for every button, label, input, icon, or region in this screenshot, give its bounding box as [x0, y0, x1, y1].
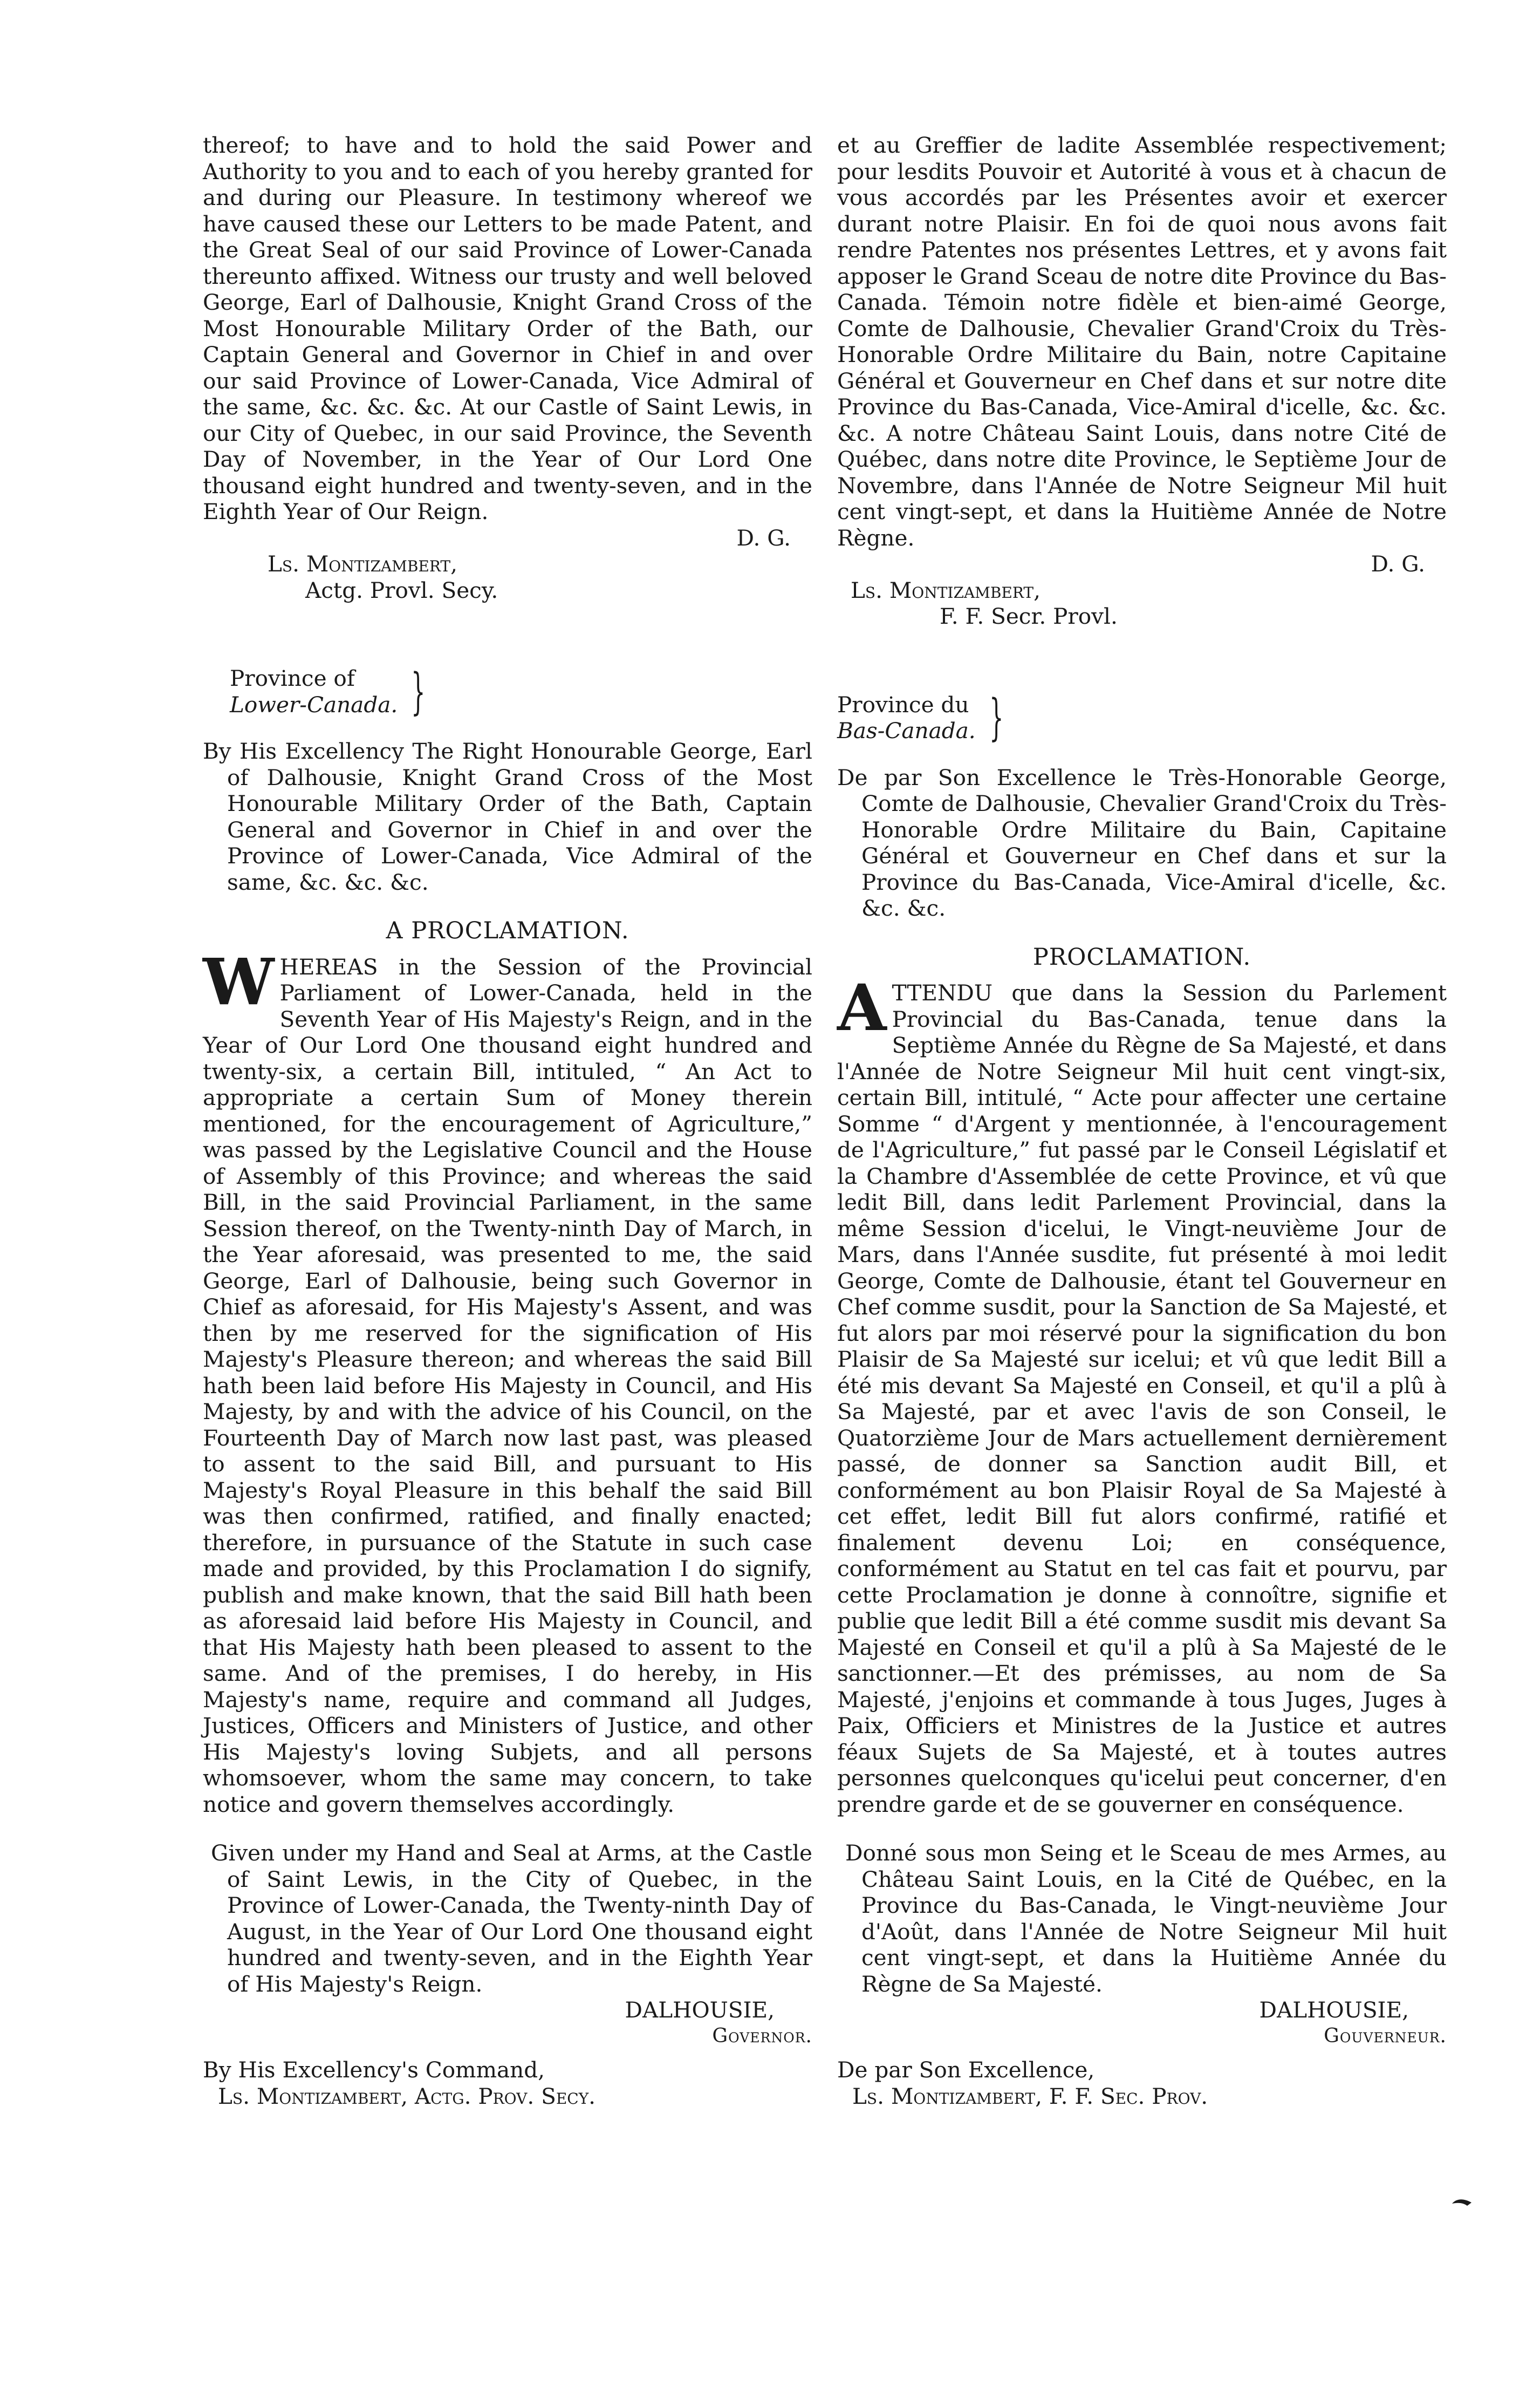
english-proclamation-body [203, 944, 812, 1818]
english-body-text: HEREAS in the Session of the Provincial Parliament of Lower-Canada, held in the Seventh Year of His Majesty's Reign, and in the Year of Our Lord One thousand eight hundred and twenty-six, a certain Bill, intituled, “ An Act to appropriate a certain Sum of Money therein mentioned, for the encouragement of Agriculture,” was passed by the Legislative Council and the House of Assembly of this Province; and whereas the said Bill, in the said Provincial Parliament, in the same Session thereof, on the Twenty-ninth Day of March, in the Year aforesaid, was presented to me, the said George, Earl of Dalhousie, being such Governor in Chief as aforesaid, for His Majesty's Assent, and was then by me reserved for the signification of His Majesty's Pleasure thereon; and whereas the said Bill hath been laid before His Majesty in Council, and His Majesty, by and with the advice of his Council, on the Fourteenth Day of March now last past, was pleased to assent to the said Bill, and pursuant to His Majesty's Royal Pleasure in this behalf the said Bill was then confirmed, ratified, and finally enacted; therefore, in pursuance of the Statute in such case made and provided, by this Proclamation I do signify, publish and make known, that the said Bill hath been as aforesaid laid before His Majesty in Council, and that His Majesty hath been pleased to assent to the same. And of the premises, I do hereby, in His Majesty's name, require and command all Judges, Justices, Officers and Ministers of Justice, and other His Majesty's loving Subjets, and all persons whomsoever, whom the same may concern, to take notice and govern themselves accordingly. [203, 953, 812, 1817]
french-by-command-signature: Ls. Montizambert, F. F. Sec. Prov. [852, 2083, 1208, 2109]
french-donne-sous: Donné sous mon Seing et le Sceau de mes Armes, au Château Saint Louis, en la Cité de Québec, en la Province du Bas-Canada, le Vingt-neuvième Jour d'Août, dans l'Année de Notre Seigneur Mil huit cent vingt-sept, et dans la Huitième Année du Règne de Sa Majesté. [845, 1840, 1447, 1997]
english-column [203, 132, 812, 2109]
french-body-text: TTENDU que dans la Session du Parlement Provincial du Bas-Canada, tenue dans la Septième Année du Règne de Sa Majesté, et dans l'Année de Notre Seigneur Mil huit cent vingt-six, certain Bill, intitulé, “ Acte pour affecter une certaine Somme “ d'Argent y mentionnée, à l'encouragement de l'Agriculture,” fut passé par le Conseil Législatif et la Chambre d'Assemblée de cette Province, et vû que ledit Bill, dans ledit Parlement Provincial, dans la même Session d'icelui, le Vingt-neuvième Jour de Mars, dans l'Année susdite, fut présenté à moi ledit George, Comte de Dalhousie, étant tel Gouverneur en Chef comme susdit, pour la Sanction de Sa Majesté, et fut alors par moi réservé pour la signification du bon Plaisir de Sa Majesté sur icelui; et vû que ledit Bill a été mis devant Sa Majesté en Conseil, et qu'il a plû à Sa Majesté, par et avec l'avis de son Conseil, le Quatorzième Jour de Mars actuellement dernièrement passé, de donner sa Sanction audit Bill, et conformément au bon Plaisir Royal de Sa Majesté à cet effet, ledit Bill fut alors confirmé, ratifié et finalement devenu Loi; en conséquence, conformément au Statut en tel cas fait et pourvu, par cette Proclamation je donne à connoître, signifie et publie que ledit Bill a été comme susdit mis devant Sa Majesté en Conseil et qu'il a plû à Sa Majesté de le sanctionner.—Et des prémisses, au nom de Sa Majesté, j'enjoins et commande à tous Juges, Juges à Paix, Officiers et Ministres de la Justice et autres féaux Sujets de Sa Majesté, et à toutes autres personnes quelconques qu'icelui peut concerner, d'en prendre garde et de se gouverner en conséquence. [837, 980, 1447, 1817]
french-patent-closing [837, 132, 1447, 630]
french-office: Gouverneur. [1324, 2024, 1447, 2047]
french-signer: DALHOUSIE, [1259, 1997, 1409, 2023]
french-brace-icon: } [989, 688, 1004, 746]
english-by-command: By His Excellency's Command, [203, 2057, 545, 2083]
english-drop-cap: W [203, 944, 275, 1019]
french-de-par-son-excellence: De par Son Excellence le Très-Honorable George, Comte de Dalhousie, Chevalier Grand'Croix du Très-Honorable Ordre Militaire du Bain, Capitaine Général et Gouverneur en Chef dans et sur la Province du Bas-Canada, Vice-Amiral d'icelle, &c. &c. &c. [837, 764, 1447, 921]
english-signer: DALHOUSIE, [625, 1997, 775, 2023]
english-top-signature-title: Actg. Provl. Secy. [305, 577, 498, 603]
french-province-line2: Bas-Canada. [837, 718, 976, 744]
french-proclamation-title: PROCLAMATION. [1032, 943, 1251, 971]
english-top-signature-name-text: Ls. Montizambert, [268, 551, 457, 577]
english-top-signature-name [203, 551, 812, 577]
english-province-line1: Province of [230, 665, 355, 691]
french-top-paragraph: et au Greffier de ladite Assemblée respectivement; pour lesdits Pouvoir et Autorité à vous et à chacun de vous accordés par les Présentes avoir et exercer durant notre Plaisir. En foi de quoi nous avons fait rendre Patentes nos présentes Lettres, et y avons fait apposer le Grand Sceau de notre dite Province du Bas-Canada. Témoin notre fidèle et bien-aimé George, Comte de Dalhousie, Chevalier Grand'Croix du Très-Honorable Ordre Militaire du Bain, notre Capitaine Général et Gouverneur en Chef dans et sur notre dite Province du Bas-Canada, Vice-Amiral d'icelle, &c. &c. &c. A notre Château Saint Louis, dans notre Cité de Québec, dans notre dite Province, le Septième Jour de Novembre, dans l'Année de Notre Seigneur Mil huit cent vingt-sept, et dans la Huitième Année de Notre Règne. [837, 132, 1447, 551]
french-top-signature-name [837, 577, 1447, 604]
french-top-signature-title: F. F. Secr. Provl. [940, 603, 1118, 629]
english-patent-closing [203, 132, 812, 603]
english-proclamation-title: A PROCLAMATION. [386, 917, 629, 944]
page-mark-icon [1451, 2196, 1473, 2208]
french-province-heading [837, 688, 1447, 746]
english-given-under: Given under my Hand and Seal at Arms, at the Castle of Saint Lewis, in the City of Quebec, in the Province of Lower-Canada, the Twenty-ninth Day of August, in the Year of Our Lord One thousand eight hundred and twenty-seven, and in the Eighth Year of His Majesty's Reign. [211, 1840, 812, 1997]
english-province-line2: Lower-Canada. [230, 691, 398, 718]
french-province-line1: Province du [837, 691, 969, 718]
english-province-heading [203, 662, 812, 720]
french-top-signature-name-text: Ls. Montizambert, [851, 577, 1041, 603]
french-column [837, 132, 1447, 2109]
french-proclamation-body [837, 970, 1447, 1817]
english-province-lines [203, 665, 398, 718]
english-top-paragraph: thereof; to have and to hold the said Power and Authority to you and to each of you hereby granted for and during our Pleasure. In testimony whereof we have caused these our Letters to be made Patent, and the Great Seal of our said Province of Lower-Canada thereunto affixed. Witness our trusty and well beloved George, Earl of Dalhousie, Knight Grand Cross of the Most Honourable Military Order of the Bath, our Captain General and Governor in Chief in and over our said Province of Lower-Canada, Vice Admiral of the same, &c. &c. &c. At our Castle of Saint Lewis, in our City of Quebec, in our said Province, the Seventh Day of November, in the Year of Our Lord One thousand eight hundred and twenty-seven, and in the Eighth Year of Our Reign. [203, 132, 812, 524]
french-drop-cap: A [837, 970, 887, 1045]
page-mark-glyph [1451, 2196, 1473, 2208]
french-province-lines [837, 692, 976, 744]
english-by-his-excellency: By His Excellency The Right Honourable George, Earl of Dalhousie, Knight Grand Cross of the Most Honourable Military Order of the Bath, Captain General and Governor in Chief in and over the Province of Lower-Canada, Vice Admiral of the same, &c. &c. &c. [203, 738, 812, 895]
english-brace-icon: } [411, 662, 426, 720]
english-office: Governor. [712, 2024, 812, 2047]
french-top-initials: D. G. [1371, 551, 1425, 577]
english-by-command-signature: Ls. Montizambert, Actg. Prov. Secy. [218, 2083, 596, 2109]
english-top-initials: D. G. [736, 524, 791, 551]
french-by-command: De par Son Excellence, [837, 2057, 1095, 2083]
